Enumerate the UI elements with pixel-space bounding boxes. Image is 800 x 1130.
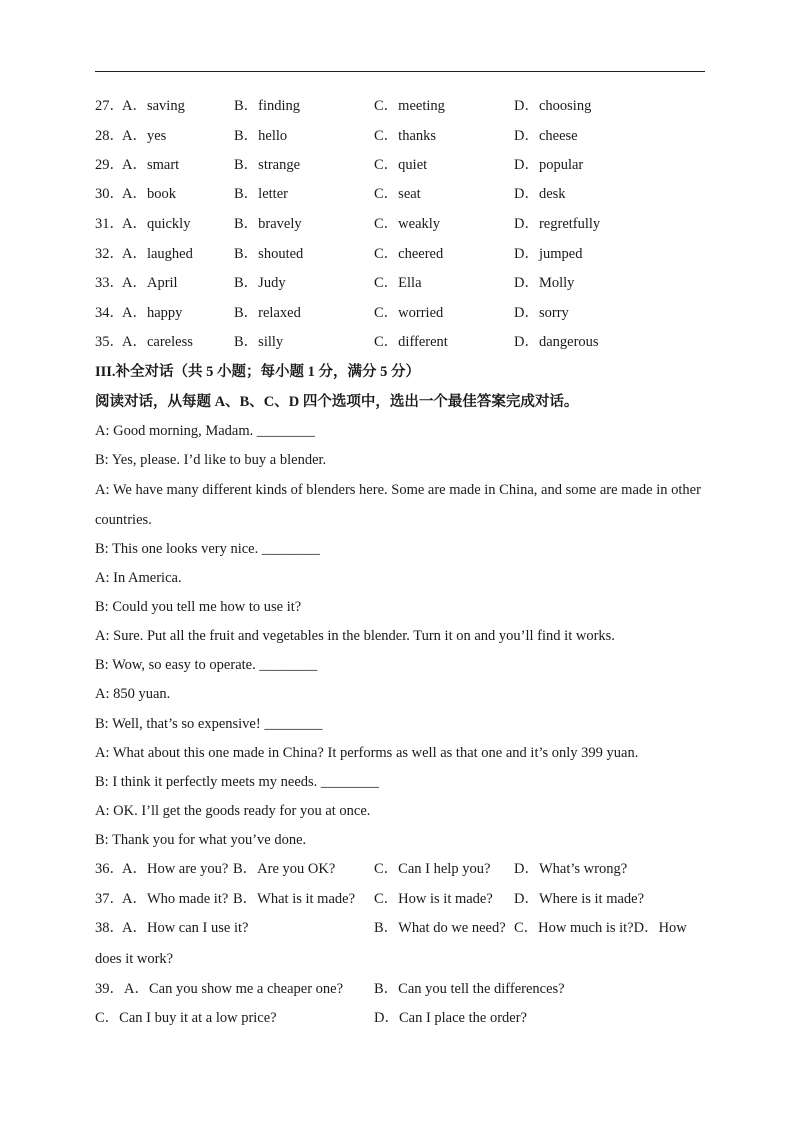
option-b: B．What do we need? xyxy=(374,920,506,936)
option-a: A．Who made it? xyxy=(122,891,229,907)
option-c: C．quiet xyxy=(374,157,428,173)
dialogue-line: A: OK. I’ll get the goods ready for you at once. xyxy=(95,803,371,819)
option-d: D．sorry xyxy=(514,305,569,321)
option-d: D．regretfully xyxy=(514,216,601,232)
question-number: 36． xyxy=(95,861,124,877)
option-b: B．hello xyxy=(234,128,288,144)
dialogue-line: A: In America. xyxy=(95,570,182,586)
option-c: C．cheered xyxy=(374,246,444,262)
question-number: 31． xyxy=(95,216,124,232)
option-c: C．Can I buy it at a low price? xyxy=(95,1010,277,1026)
dialogue-line: B: Thank you for what you’ve done. xyxy=(95,832,307,848)
option-a: A．book xyxy=(122,186,176,202)
dialogue-line: B: Yes, please. I’d like to buy a blender. xyxy=(95,452,327,468)
header-rule xyxy=(95,71,705,72)
question-number: 37． xyxy=(95,891,124,907)
option-b: B．Judy xyxy=(234,275,286,291)
option-c: C．Can I help you? xyxy=(374,861,491,877)
section-instruction: 阅读对话，从每题 A、B、C、D 四个选项中，选出一个最佳答案完成对话。 xyxy=(95,394,579,410)
option-c: C．seat xyxy=(374,186,421,202)
option-a: A．quickly xyxy=(122,216,191,232)
option-a: A．saving xyxy=(122,98,185,114)
option-c: C．meeting xyxy=(374,98,445,114)
option-d: D．Where is it made? xyxy=(514,891,645,907)
question-number: 30． xyxy=(95,186,124,202)
option-b: B．Are you OK? xyxy=(233,861,336,877)
dialogue-line: B: I think it perfectly meets my needs. ________ xyxy=(95,774,379,790)
option-b: B．shouted xyxy=(234,246,304,262)
question-number: 38． xyxy=(95,920,124,936)
option-c: C．weakly xyxy=(374,216,441,232)
option-a: A．How can I use it? xyxy=(122,920,249,936)
dialogue-line: B: Well, that’s so expensive! ________ xyxy=(95,716,323,732)
option-b: B．strange xyxy=(234,157,301,173)
dialogue-line: A: What about this one made in China? It performs as well as that one and it’s only 399 yuan. xyxy=(95,745,639,761)
option-b: B．bravely xyxy=(234,216,302,232)
option-a: A．April xyxy=(122,275,178,291)
dialogue-line: A: Good morning, Madam. ________ xyxy=(95,423,315,439)
dialogue-line: B: Could you tell me how to use it? xyxy=(95,599,302,615)
option-c-d: C．How much is it?D．How xyxy=(514,920,687,936)
dialogue-line: B: Wow, so easy to operate. ________ xyxy=(95,657,318,673)
dialogue-line: A: 850 yuan. xyxy=(95,686,171,702)
option-b: B．finding xyxy=(234,98,301,114)
option-b: B．silly xyxy=(234,334,284,350)
section-title: III.补全对话（共 5 小题；每小题 1 分，满分 5 分） xyxy=(95,364,421,380)
dialogue-line: B: This one looks very nice. ________ xyxy=(95,541,320,557)
question-number: 33． xyxy=(95,275,124,291)
option-d-continuation: does it work? xyxy=(95,951,174,967)
option-a: A．yes xyxy=(122,128,167,144)
option-d: D．jumped xyxy=(514,246,583,262)
option-a: A．How are you? xyxy=(122,861,229,877)
question-number: 32． xyxy=(95,246,124,262)
option-d: D．Can I place the order? xyxy=(374,1010,527,1026)
dialogue-line: countries. xyxy=(95,512,152,528)
option-d: D．cheese xyxy=(514,128,578,144)
question-number: 27． xyxy=(95,98,124,114)
question-number: 35． xyxy=(95,334,124,350)
option-c: C．Ella xyxy=(374,275,422,291)
question-number: 29． xyxy=(95,157,124,173)
option-c: C．How is it made? xyxy=(374,891,493,907)
option-b: B．What is it made? xyxy=(233,891,356,907)
question-number: 34． xyxy=(95,305,124,321)
option-a: A．careless xyxy=(122,334,193,350)
option-d: D．What’s wrong? xyxy=(514,861,628,877)
dialogue-line: A: Sure. Put all the fruit and vegetables in the blender. Turn it on and you’ll find it works. xyxy=(95,628,615,644)
question-number: 28． xyxy=(95,128,124,144)
option-a: A．smart xyxy=(122,157,180,173)
dialogue-line: A: We have many different kinds of blenders here. Some are made in China, and some are made in other xyxy=(95,482,701,498)
option-d: D．popular xyxy=(514,157,584,173)
option-a: A．happy xyxy=(122,305,183,321)
option-d: D．Molly xyxy=(514,275,575,291)
option-d: D．dangerous xyxy=(514,334,599,350)
option-a: A．laughed xyxy=(122,246,193,262)
option-d: D．desk xyxy=(514,186,566,202)
option-c: C．thanks xyxy=(374,128,437,144)
option-b: B．letter xyxy=(234,186,288,202)
option-b: B．Can you tell the differences? xyxy=(374,981,565,997)
option-a: 39．A．Can you show me a cheaper one? xyxy=(95,981,344,997)
option-c: C．worried xyxy=(374,305,444,321)
option-d: D．choosing xyxy=(514,98,592,114)
option-b: B．relaxed xyxy=(234,305,301,321)
option-c: C．different xyxy=(374,334,448,350)
